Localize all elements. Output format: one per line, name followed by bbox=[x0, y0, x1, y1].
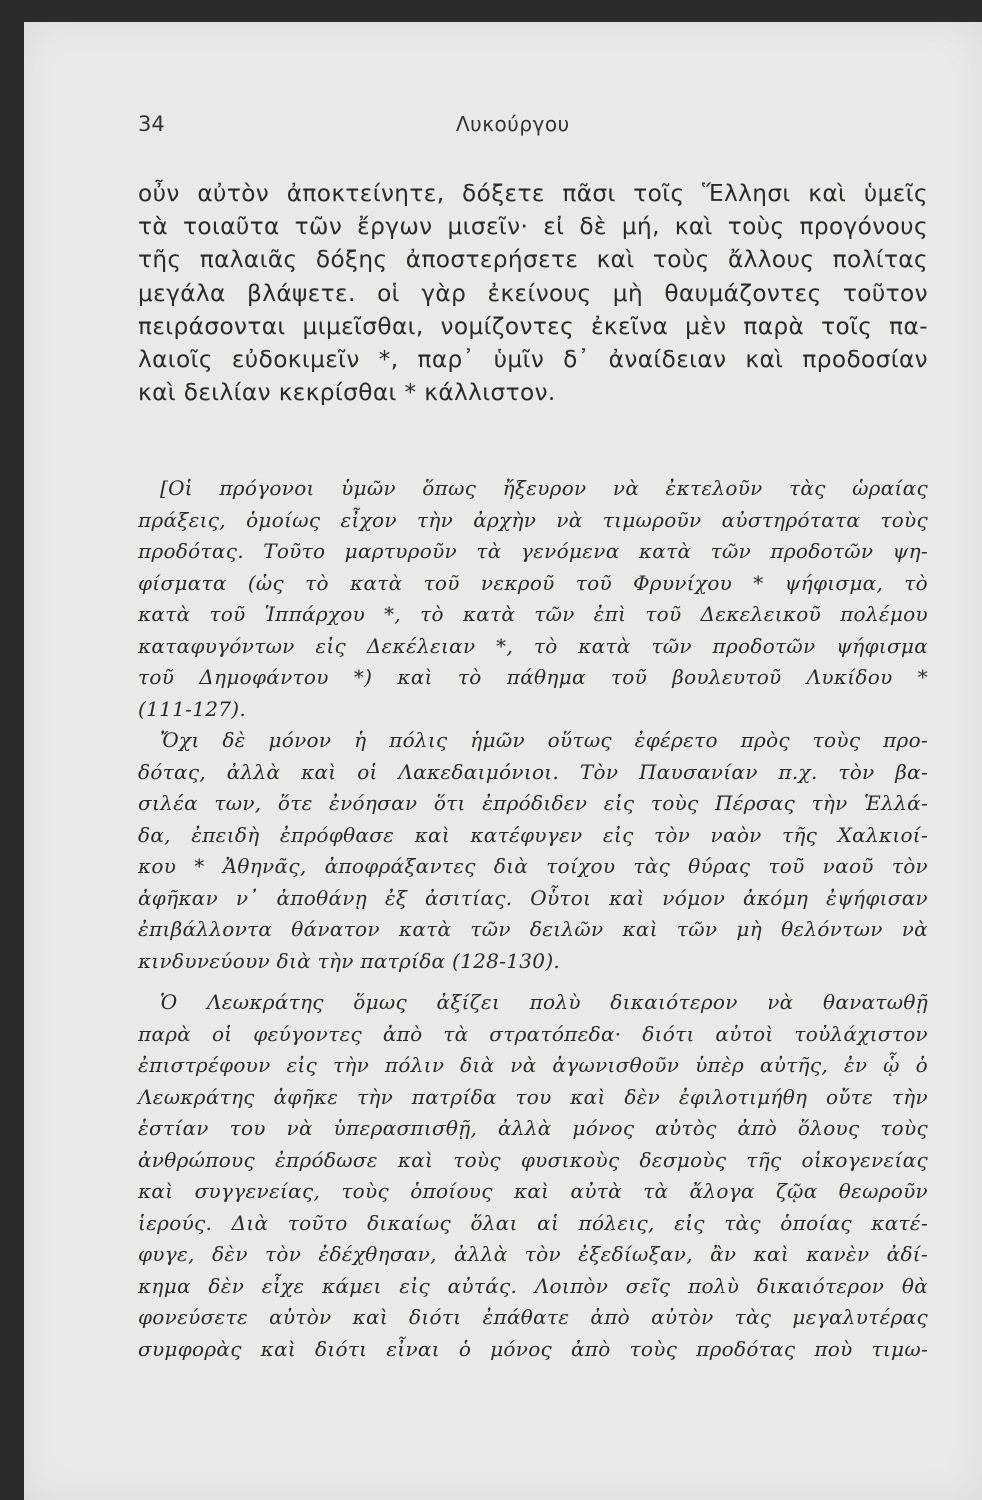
summary-line: καταφυγόντων εἰς Δεκέλειαν *, τὸ κατὰ τῶν προδοτῶν ψήφισμα bbox=[138, 633, 928, 658]
summary-line: ἐπιβάλλοντα θάνατον κατὰ τῶν δειλῶν καὶ τῶν μὴ θελόντων νὰ bbox=[138, 917, 928, 941]
summary-line: ἑστίαν του νὰ ὑπερασπισθῇ, ἀλλὰ μόνος αὐτὸς ἀπὸ ὅλους τοὺς bbox=[138, 1116, 928, 1140]
summary-line: (111-127). bbox=[138, 696, 247, 721]
main-text-line: λαιοῖς εὐδοκιμεῖν *, παρ᾽ ὑμῖν δ᾽ ἀναίδειαν καὶ προδοσίαν bbox=[138, 345, 928, 373]
summary-line: φυγε, δὲν τὸν ἐδέχθησαν, ἀλλὰ τὸν ἐξεδίωξαν, ἂν καὶ κανὲν ἀδί- bbox=[138, 1242, 928, 1266]
paragraph-gap bbox=[138, 980, 928, 990]
summary-block bbox=[138, 476, 928, 1368]
summary-line: ἀνθρώπους ἐπρόδωσε καὶ τοὺς φυσικοὺς δεσμοὺς τῆς οἰκογενείας bbox=[138, 1147, 928, 1172]
main-text-line: πειράσονται μιμεῖσθαι, νομίζοντες ἐκεῖνα μὲν παρὰ τοῖς πα- bbox=[138, 312, 928, 340]
summary-line: ἀφῆκαν ν᾽ ἀποθάνῃ ἐξ ἀσιτίας. Οὗτοι καὶ νόμον ἀκόμη ἐψήφισαν bbox=[138, 885, 928, 910]
summary-line: προδότας. Τοῦτο μαρτυροῦν τὰ γενόμενα κατὰ τῶν προδοτῶν ψη- bbox=[138, 539, 928, 563]
summary-line: ἐπιστρέφουν εἰς τὴν πόλιν διὰ νὰ ἀγωνισθοῦν ὑπὲρ αὐτῆς, ἐν ᾧ ὁ bbox=[138, 1053, 928, 1077]
summary-line: κατὰ τοῦ Ἱππάρχου *, τὸ κατὰ τῶν ἐπὶ τοῦ Δεκελεικοῦ πολέμου bbox=[138, 602, 928, 626]
summary-line: Ὄχι δὲ μόνον ἡ πόλις ἡμῶν οὕτως ἐφέρετο πρὸς τοὺς προ- bbox=[160, 728, 928, 752]
summary-line: Λεωκράτης ἀφῆκε τὴν πατρίδα του καὶ δὲν ἐφιλοτιμήθη οὔτε τὴν bbox=[138, 1084, 928, 1109]
summary-line: ἱερούς. Διὰ τοῦτο δικαίως ὅλαι αἱ πόλεις, εἰς τὰς ὁποίας κατέ- bbox=[138, 1210, 928, 1235]
summary-line: δότας, ἀλλὰ καὶ οἱ Λακεδαιμόνιοι. Τὸν Παυσανίαν π.χ. τὸν βα- bbox=[138, 759, 928, 784]
running-title: Λυκούργου bbox=[456, 112, 570, 136]
summary-line: κου * Ἀθηνᾶς, ἀποφράξαντες διὰ τοίχου τὰς θύρας τοῦ ναοῦ τὸν bbox=[138, 854, 928, 878]
page-number: 34 bbox=[138, 112, 165, 136]
summary-line: σιλέα των, ὅτε ἐνόησαν ὅτι ἐπρόδιδεν εἰς τοὺς Πέρσας τὴν Ἑλλά- bbox=[138, 791, 928, 815]
summary-line: πράξεις, ὁμοίως εἶχον τὴν ἀρχὴν νὰ τιμωροῦν αὐστηρότατα τοὺς bbox=[138, 507, 928, 532]
summary-line: τοῦ Δημοφάντου *) καὶ τὸ πάθημα τοῦ βουλευτοῦ Λυκίδου * bbox=[138, 665, 928, 689]
summary-line: συμφορὰς καὶ διότι εἶναι ὁ μόνος ἀπὸ τοὺς προδότας ποὺ τιμω- bbox=[138, 1336, 928, 1361]
main-text-line: οὖν αὐτὸν ἀποκτείνητε, δόξετε πᾶσι τοῖς Ἕλλησι καὶ ὑμεῖς bbox=[138, 180, 928, 207]
summary-line: φίσματα (ὡς τὸ κατὰ τοῦ νεκροῦ τοῦ Φρυνίχου * ψήφισμα, τὸ bbox=[138, 570, 928, 595]
main-text-line: καὶ δειλίαν κεκρίσθαι * κάλλιστον. bbox=[138, 379, 556, 407]
summary-line: παρὰ οἱ φεύγοντες ἀπὸ τὰ στρατόπεδα· διότι αὐτοὶ τοὐλάχιστον bbox=[138, 1021, 928, 1046]
summary-line: Ὁ Λεωκράτης ὅμως ἀξίζει πολὺ δικαιότερον νὰ θανατωθῇ bbox=[160, 990, 928, 1014]
summary-line: δα, ἐπειδὴ ἐπρόφθασε καὶ κατέφυγεν εἰς τὸν ναὸν τῆς Χαλκιοί- bbox=[138, 822, 928, 847]
summary-line: κινδυνεύουν διὰ τὴν πατρίδα (128-130). bbox=[138, 948, 561, 973]
main-text-block bbox=[138, 180, 928, 412]
summary-line: φονεύσετε αὐτὸν καὶ διότι ἐπάθατε ἀπὸ αὐτὸν τὰς μεγαλυτέρας bbox=[138, 1305, 928, 1329]
main-text-line: τὰ τοιαῦτα τῶν ἔργων μισεῖν· εἰ δὲ μή, καὶ τοὺς προγόνους bbox=[138, 213, 928, 241]
summary-line: καὶ συγγενείας, τοὺς ὁποίους καὶ αὐτὰ τὰ ἄλογα ζῷα θεωροῦν bbox=[138, 1179, 928, 1203]
summary-line: [Οἱ πρόγονοι ὑμῶν ὅπως ἤξευρον νὰ ἐκτελοῦν τὰς ὡραίας bbox=[160, 476, 928, 500]
page-header bbox=[138, 112, 918, 152]
summary-line: κημα δὲν εἶχε κάμει εἰς αὐτάς. Λοιπὸν σεῖς πολὺ δικαιότερον θὰ bbox=[138, 1273, 928, 1298]
main-text-line: τῆς παλαιᾶς δόξης ἀποστερήσετε καὶ τοὺς ἄλλους πολίτας bbox=[138, 246, 928, 274]
main-text-line: μεγάλα βλάψετε. οἱ γὰρ ἐκείνους μὴ θαυμάζοντες τοῦτον bbox=[138, 279, 928, 307]
